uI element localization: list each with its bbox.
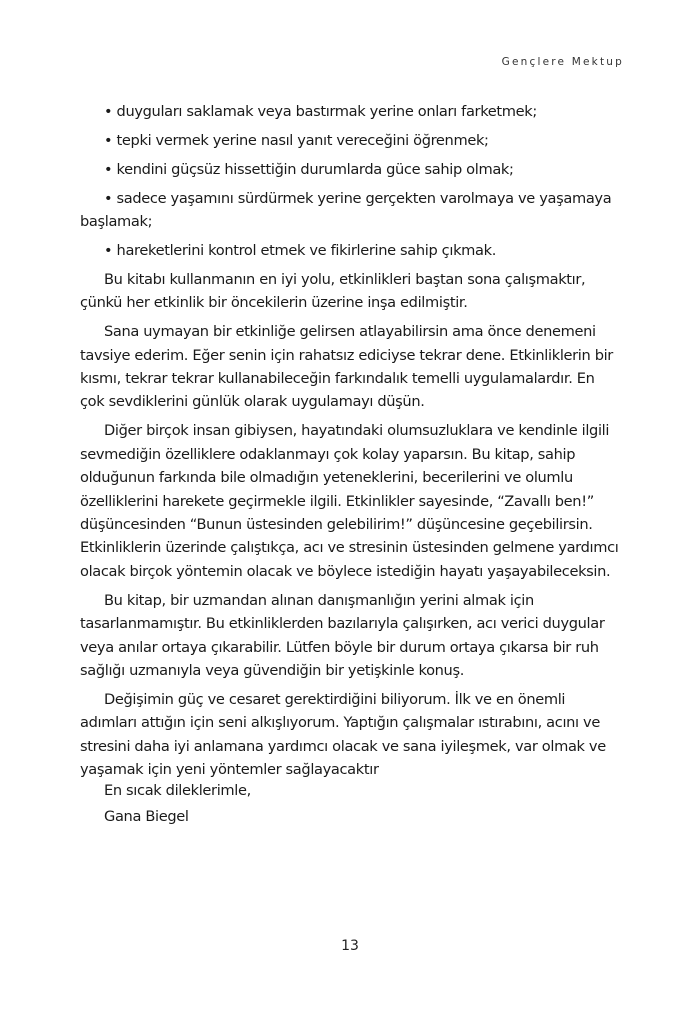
bullet-item: • kendini güçsüz hissettiğin durumlarda güce sahip olmak; [104, 160, 514, 178]
paragraph: Bu kitap, bir uzmandan alınan danışmanlığın yerini almak için tasarlanmamıştır. Bu etkinliklerden bazılarıyla çalışırken, acı verici duygular veya anılar ortaya çıkarabilir. Lütfen böyle bir durum ortaya çıkarsa bir ruh sağlığı uzmanıyla veya güvendiğin bir yetişkinle konuş. [80, 591, 605, 679]
bullet-item: • duyguları saklamak veya bastırmak yerine onları farketmek; [104, 103, 537, 120]
bullet-item: • tepki vermek yerine nasıl yanıt vereceğini öğrenmek; [104, 131, 489, 149]
page-number: 13 [341, 938, 359, 954]
paragraph: Sana uymayan bir etkinliğe gelirsen atlayabilirsin ama önce denemeni tavsiye ederim. Eğer senin için rahatsız ediciyse tekrar dene. Etkinliklerin bir kısmı, tekrar tekrar kullanabileceğin farkındalık temelli uygulamalardır. En çok sevdiklerini günlük olarak uygulamayı düşün. [80, 323, 613, 411]
closing-signature: Gana Biegel [104, 808, 189, 825]
paragraph: Bu kitabı kullanmanın en iyi yolu, etkinlikleri baştan sona çalışmaktır, çünkü her etkinlik bir öncekilerin üzerine inşa edilmiştir. [80, 270, 586, 312]
body-text [80, 100, 620, 787]
running-header: Gençlere Mektup [501, 56, 624, 68]
bullet-item: • hareketlerini kontrol etmek ve fikirlerine sahip çıkmak. [104, 242, 497, 260]
bullet-item: • sadece yaşamını sürdürmek yerine gerçekten varolmaya ve yaşamaya başlamak; [80, 189, 612, 231]
paragraph: Diğer birçok insan gibiysen, hayatındaki olumsuzluklara ve kendinle ilgili sevmediğin özelliklere odaklanmayı çok kolay yaparsın. Bu kitap, sahip olduğunun farkında bile olmadığın yeteneklerini, becerilerini ve olumlu özelliklerini harekete geçirmekle ilgili. Etkinlikler sayesinde, “Zavallı ben!” düşüncesinden “Bunun üstesinden gelebilirim!” düşüncesine geçebilirsin. Etkinliklerin üzerinde çalıştıkça, acı ve stresinin üstesinden gelmene yardımcı olacak birçok yöntemin olacak ve böylece istediğin hayatı yaşayabileceksin. [80, 422, 619, 580]
paragraph: Değişimin güç ve cesaret gerektirdiğini biliyorum. İlk ve en önemli adımları attığın için seni alkışlıyorum. Yaptığın çalışmalar ıstırabını, acını ve stresini daha iyi anlamana yardımcı olacak ve sana iyileşmek, var olmak ve yaşamak için yeni yöntemler sağlayacaktır [80, 690, 606, 779]
closing-salutation: En sıcak dileklerimle, [104, 782, 251, 799]
closing-block [104, 778, 251, 830]
